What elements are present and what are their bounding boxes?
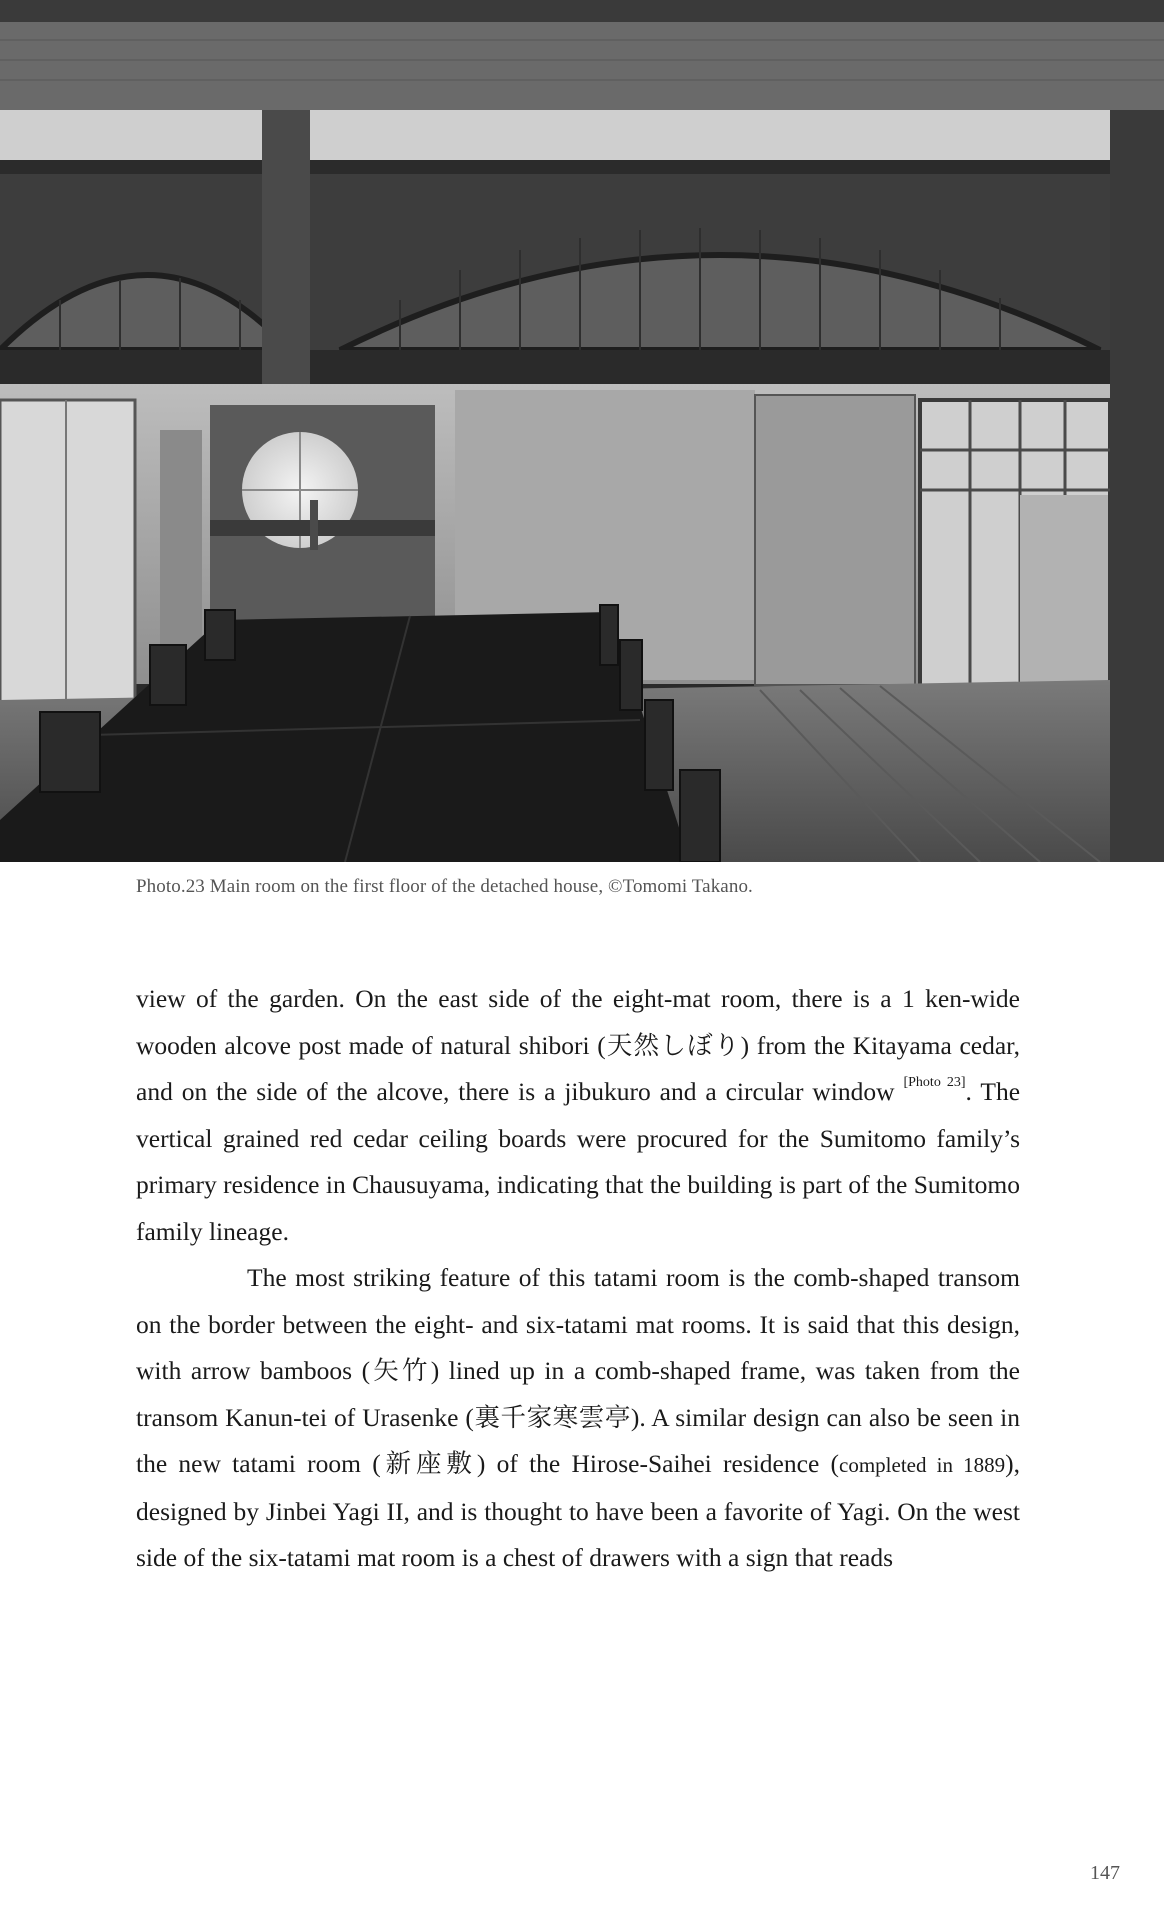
body-text: [136, 976, 1020, 1582]
photo-caption: Photo.23 Main room on the first floor of the detached house, ©Tomomi Takano.: [136, 876, 753, 897]
photo-illustration: [0, 0, 1164, 862]
paragraph-2: [136, 1255, 1020, 1582]
page-number: 147: [1090, 1862, 1120, 1884]
paragraph-2-small-text: completed in 1889: [839, 1453, 1006, 1477]
paragraph-1-text-a: view of the garden. On the east side of the eight-mat room, there is a 1 ken-wide wooden alcove post made of natural shibori (天然しぼり) from the Kitayama cedar, and on the side of the alcove, there is a jibukuro and a circular window: [136, 984, 1020, 1106]
paragraph-2-text-b: ), designed by Jinbei Yagi II, and is thought to have been a favorite of Yagi. On the west side of the six-tatami mat room is a chest of drawers with a sign that reads: [136, 1449, 1020, 1572]
paragraph-2-text-a: The most striking feature of this tatami room is the comb-shaped transom on the border between the eight- and six-tatami mat rooms. It is said that this design, with arrow bamboos (矢竹) lined up in a comb-shaped frame, was taken from the transom Kanun-tei of Urasenke (裏千家寒雲亭). A similar design can also be seen in the new tatami room (新座敷) of the Hirose-Saihei residence (: [136, 1263, 1020, 1478]
paragraph-1-text-b: . The vertical grained red cedar ceiling boards were procured for the Sumitomo family’s primary residence in Chausuyama, indicating that the building is part of the Sumitomo family lineage.: [136, 1077, 1021, 1246]
photo-reference: [Photo 23]: [903, 1075, 966, 1090]
paragraph-1: [136, 976, 1020, 1255]
interior-photo: [0, 0, 1164, 862]
